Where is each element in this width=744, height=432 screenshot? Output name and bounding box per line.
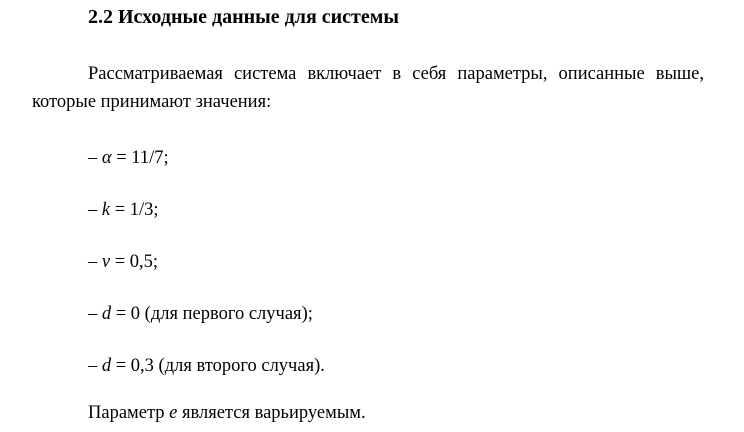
parameter-nu-item <box>88 248 158 276</box>
parameter-value: = 0 (для первого случая); <box>111 304 313 324</box>
intro-text: Рассматриваемая система включает в себя параметры, описанные выше, которые принимают значения: <box>32 64 704 112</box>
list-dash: – <box>88 148 98 168</box>
list-dash: – <box>88 200 98 220</box>
final-sentence <box>88 399 366 427</box>
parameter-k-item <box>88 196 159 224</box>
final-text-after: является варьируемым. <box>177 403 366 423</box>
parameter-alpha-item <box>88 144 169 172</box>
list-dash: – <box>88 304 98 324</box>
parameter-value: = 0,5; <box>110 252 159 272</box>
parameter-value: = 11/7; <box>111 148 169 168</box>
parameter-symbol: α <box>101 148 112 168</box>
intro-paragraph <box>32 60 704 116</box>
parameter-d-first-item <box>88 300 313 328</box>
parameter-symbol: k <box>101 200 111 220</box>
section-heading: 2.2 Исходные данные для системы <box>88 6 399 28</box>
parameter-value: = 0,3 (для второго случая). <box>111 356 325 376</box>
list-dash: – <box>88 252 98 272</box>
parameter-value: = 1/3; <box>110 200 159 220</box>
parameter-symbol: d <box>101 304 112 324</box>
parameter-d-second-item <box>88 352 325 380</box>
parameter-symbol: d <box>101 356 112 376</box>
list-dash: – <box>88 356 98 376</box>
parameter-symbol: ν <box>101 252 111 272</box>
final-text-before: Параметр <box>88 403 170 423</box>
parameter-symbol: e <box>169 403 178 423</box>
